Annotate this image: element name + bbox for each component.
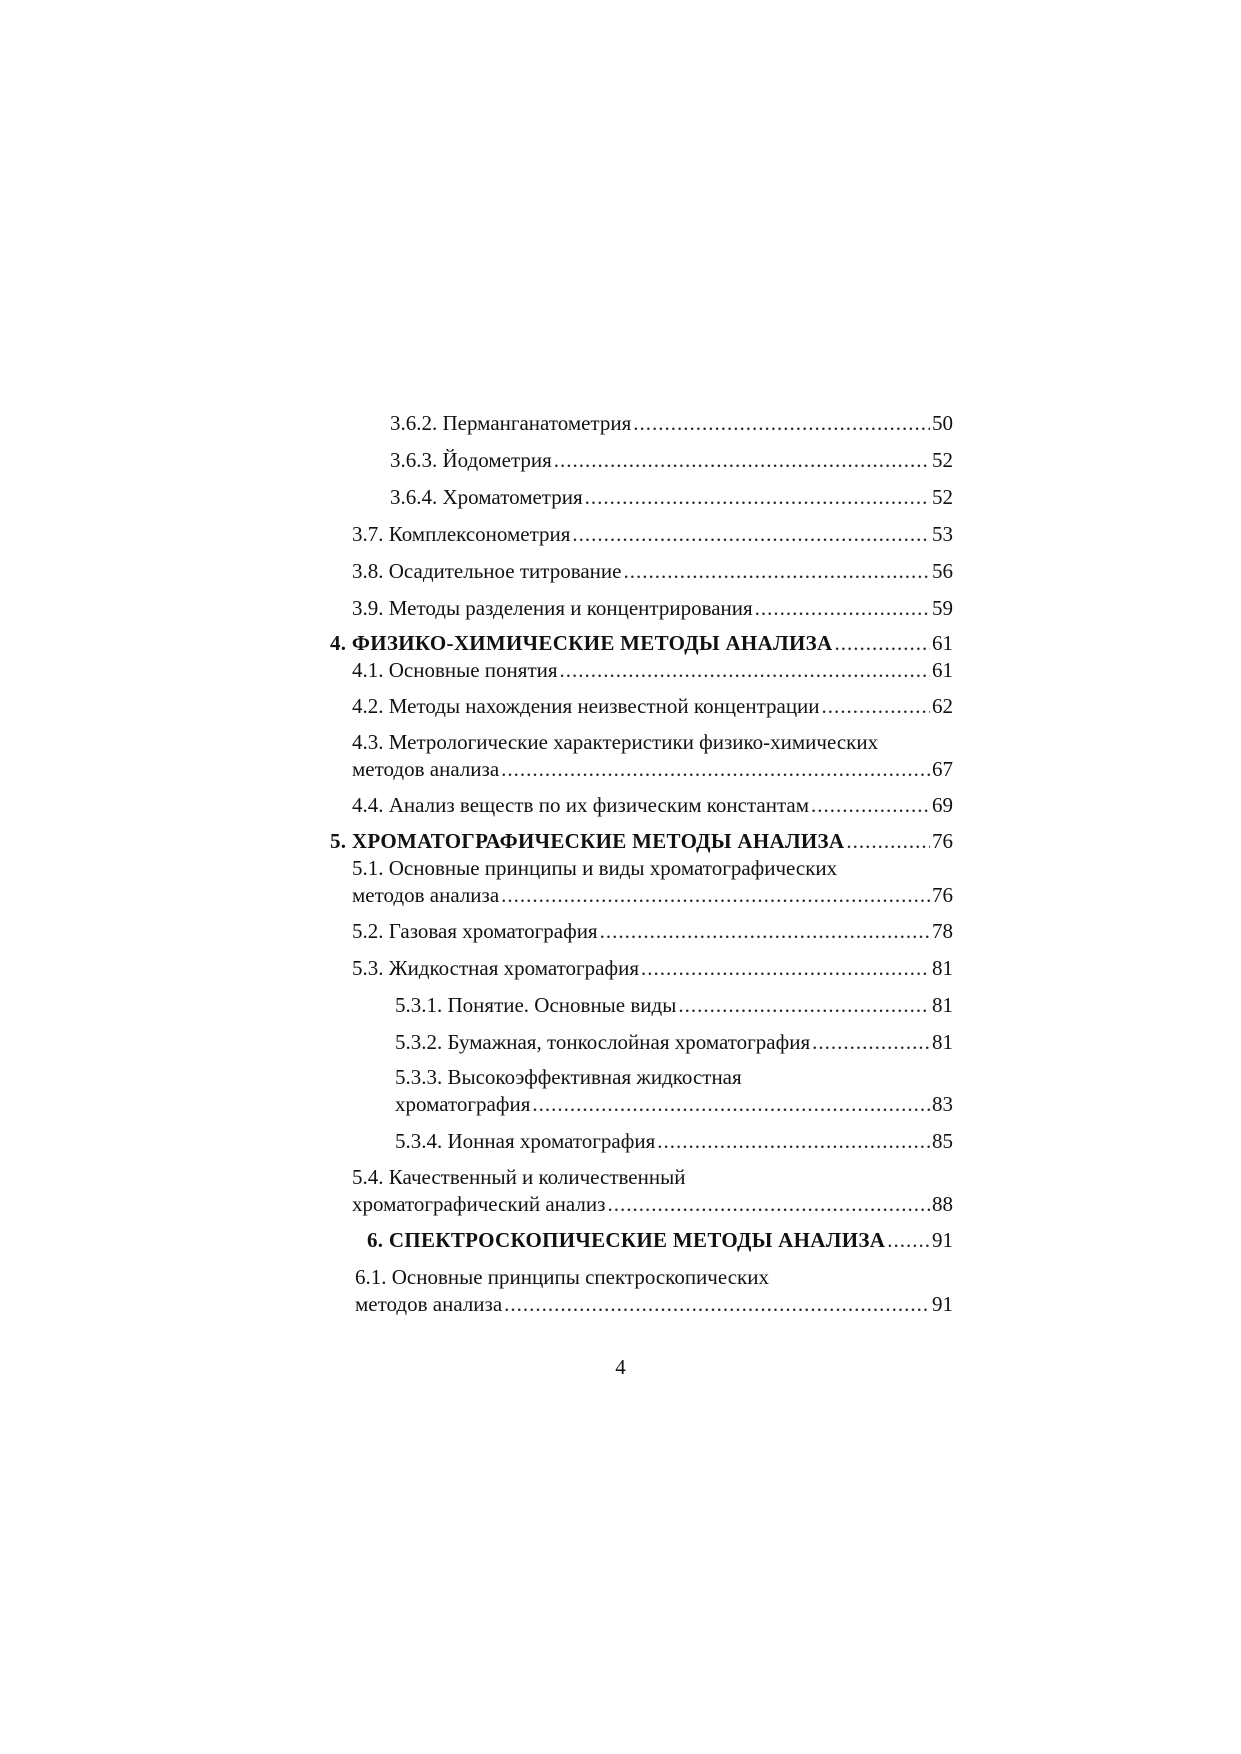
toc-entry-label: 3.6.3. Йодометрия	[390, 448, 552, 472]
leader-dots	[657, 1128, 930, 1155]
toc-entry-page: 91	[932, 1292, 953, 1316]
toc-entry-5-3-3[interactable]	[395, 1064, 953, 1118]
toc-entry-label: 3.9. Методы разделения и концентрирования	[352, 596, 753, 620]
leader-dots	[585, 484, 930, 511]
toc-entry-5-1[interactable]	[352, 855, 953, 909]
toc-entry-label: 3.7. Комплексонометрия	[352, 522, 571, 546]
toc-entry-label: методов анализа	[355, 1292, 503, 1316]
toc-chapter-label: 5. ХРОМАТОГРАФИЧЕСКИЕ МЕТОДЫ АНАЛИЗА	[330, 829, 845, 853]
toc-entry-5-2[interactable]	[352, 918, 953, 945]
toc-entry-page: 62	[932, 694, 953, 718]
toc-entry-3-6-4[interactable]	[390, 484, 953, 511]
leader-dots	[623, 558, 930, 585]
toc-entry-page: 88	[932, 1192, 953, 1216]
toc-entry-page: 61	[932, 658, 953, 682]
toc-entry-label: 5.2. Газовая хроматография	[352, 919, 598, 943]
toc-entry-page: 78	[932, 919, 953, 943]
leader-dots	[755, 595, 930, 622]
leader-dots	[812, 1029, 930, 1056]
toc-entry-page: 61	[932, 631, 953, 655]
leader-dots	[678, 992, 930, 1019]
leader-dots	[501, 882, 930, 909]
toc-entry-page: 52	[932, 485, 953, 509]
toc-entry-5-3-2[interactable]	[395, 1029, 953, 1056]
toc-entry-3-7[interactable]	[352, 521, 953, 548]
leader-dots	[554, 447, 930, 474]
toc-chapter-label: 6. СПЕКТРОСКОПИЧЕСКИЕ МЕТОДЫ АНАЛИЗА	[367, 1228, 886, 1252]
leader-dots	[560, 657, 930, 684]
toc-entry-4-3[interactable]	[352, 729, 953, 783]
toc-entry-label: 5.3.4. Ионная хроматография	[395, 1129, 656, 1153]
toc-entry-page: 81	[932, 956, 953, 980]
toc-entry-page: 56	[932, 559, 953, 583]
leader-dots	[532, 1091, 930, 1118]
toc-entry-label: 5.3. Жидкостная хроматография	[352, 956, 639, 980]
toc-entry-5-3-1[interactable]	[395, 992, 953, 1019]
leader-dots	[834, 630, 930, 657]
toc-chapter-label: 4. ФИЗИКО-ХИМИЧЕСКИЕ МЕТОДЫ АНАЛИЗА	[330, 631, 833, 655]
toc-entry-4-1[interactable]	[352, 657, 953, 684]
toc-entry-page: 81	[932, 1030, 953, 1054]
leader-dots	[600, 918, 930, 945]
toc-entry-label: методов анализа	[352, 883, 500, 907]
toc-entry-label: методов анализа	[352, 757, 500, 781]
toc-entry-3-9[interactable]	[352, 595, 953, 622]
toc-entry-label-line1: 4.3. Метрологические характеристики физико-химических	[352, 730, 879, 754]
toc-entry-page: 69	[932, 793, 953, 817]
toc-entry-label: 5.3.2. Бумажная, тонкослойная хроматография	[395, 1030, 811, 1054]
toc-chapter-6[interactable]	[367, 1227, 953, 1254]
toc-entry-label: 3.6.2. Перманганатометрия	[390, 411, 632, 435]
toc-entry-4-2[interactable]	[352, 693, 953, 720]
leader-dots	[572, 521, 930, 548]
toc-entry-page: 50	[932, 411, 953, 435]
toc-entry-5-3[interactable]	[352, 955, 953, 982]
page-number: 4	[615, 1355, 626, 1379]
toc-entry-page: 76	[932, 829, 953, 853]
toc-entry-6-1[interactable]	[355, 1264, 953, 1318]
leader-dots	[822, 693, 930, 720]
toc-entry-page: 85	[932, 1129, 953, 1153]
toc-entry-3-6-2[interactable]	[390, 410, 953, 437]
toc-entry-page: 76	[932, 883, 953, 907]
toc-entry-label: 4.4. Анализ веществ по их физическим константам	[352, 793, 810, 817]
toc-entry-page: 53	[932, 522, 953, 546]
toc-entry-label: 5.3.1. Понятие. Основные виды	[395, 993, 677, 1017]
leader-dots	[887, 1227, 930, 1254]
toc-chapter-4[interactable]	[330, 630, 953, 657]
toc-entry-label-line1: 5.1. Основные принципы и виды хроматографических	[352, 856, 838, 880]
toc-entry-page: 67	[932, 757, 953, 781]
toc-entry-label: 4.1. Основные понятия	[352, 658, 558, 682]
leader-dots	[811, 792, 930, 819]
leader-dots	[633, 410, 930, 437]
toc-entry-label-line1: 6.1. Основные принципы спектроскопических	[355, 1265, 769, 1289]
toc-entry-page: 91	[932, 1228, 953, 1252]
toc-entry-label: 3.6.4. Хроматометрия	[390, 485, 583, 509]
toc-entry-label: 4.2. Методы нахождения неизвестной концентрации	[352, 694, 820, 718]
toc-entry-5-4[interactable]	[352, 1164, 953, 1218]
leader-dots	[504, 1291, 930, 1318]
toc-entry-3-6-3[interactable]	[390, 447, 953, 474]
toc-chapter-5[interactable]	[330, 828, 953, 855]
toc-entry-page: 81	[932, 993, 953, 1017]
toc-entry-4-4[interactable]	[352, 792, 953, 819]
toc-entry-label: хроматография	[395, 1092, 531, 1116]
toc-entry-page: 52	[932, 448, 953, 472]
toc-entry-label-line1: 5.4. Качественный и количественный	[352, 1165, 686, 1189]
toc-entry-label: хроматографический анализ	[352, 1192, 606, 1216]
leader-dots	[501, 756, 930, 783]
toc-entry-page: 59	[932, 596, 953, 620]
leader-dots	[641, 955, 930, 982]
toc-entry-5-3-4[interactable]	[395, 1128, 953, 1155]
leader-dots	[846, 828, 930, 855]
toc-entry-page: 83	[932, 1092, 953, 1116]
toc-entry-3-8[interactable]	[352, 558, 953, 585]
toc-entry-label-line1: 5.3.3. Высокоэффективная жидкостная	[395, 1065, 742, 1089]
leader-dots	[607, 1191, 930, 1218]
toc-entry-label: 3.8. Осадительное титрование	[352, 559, 622, 583]
